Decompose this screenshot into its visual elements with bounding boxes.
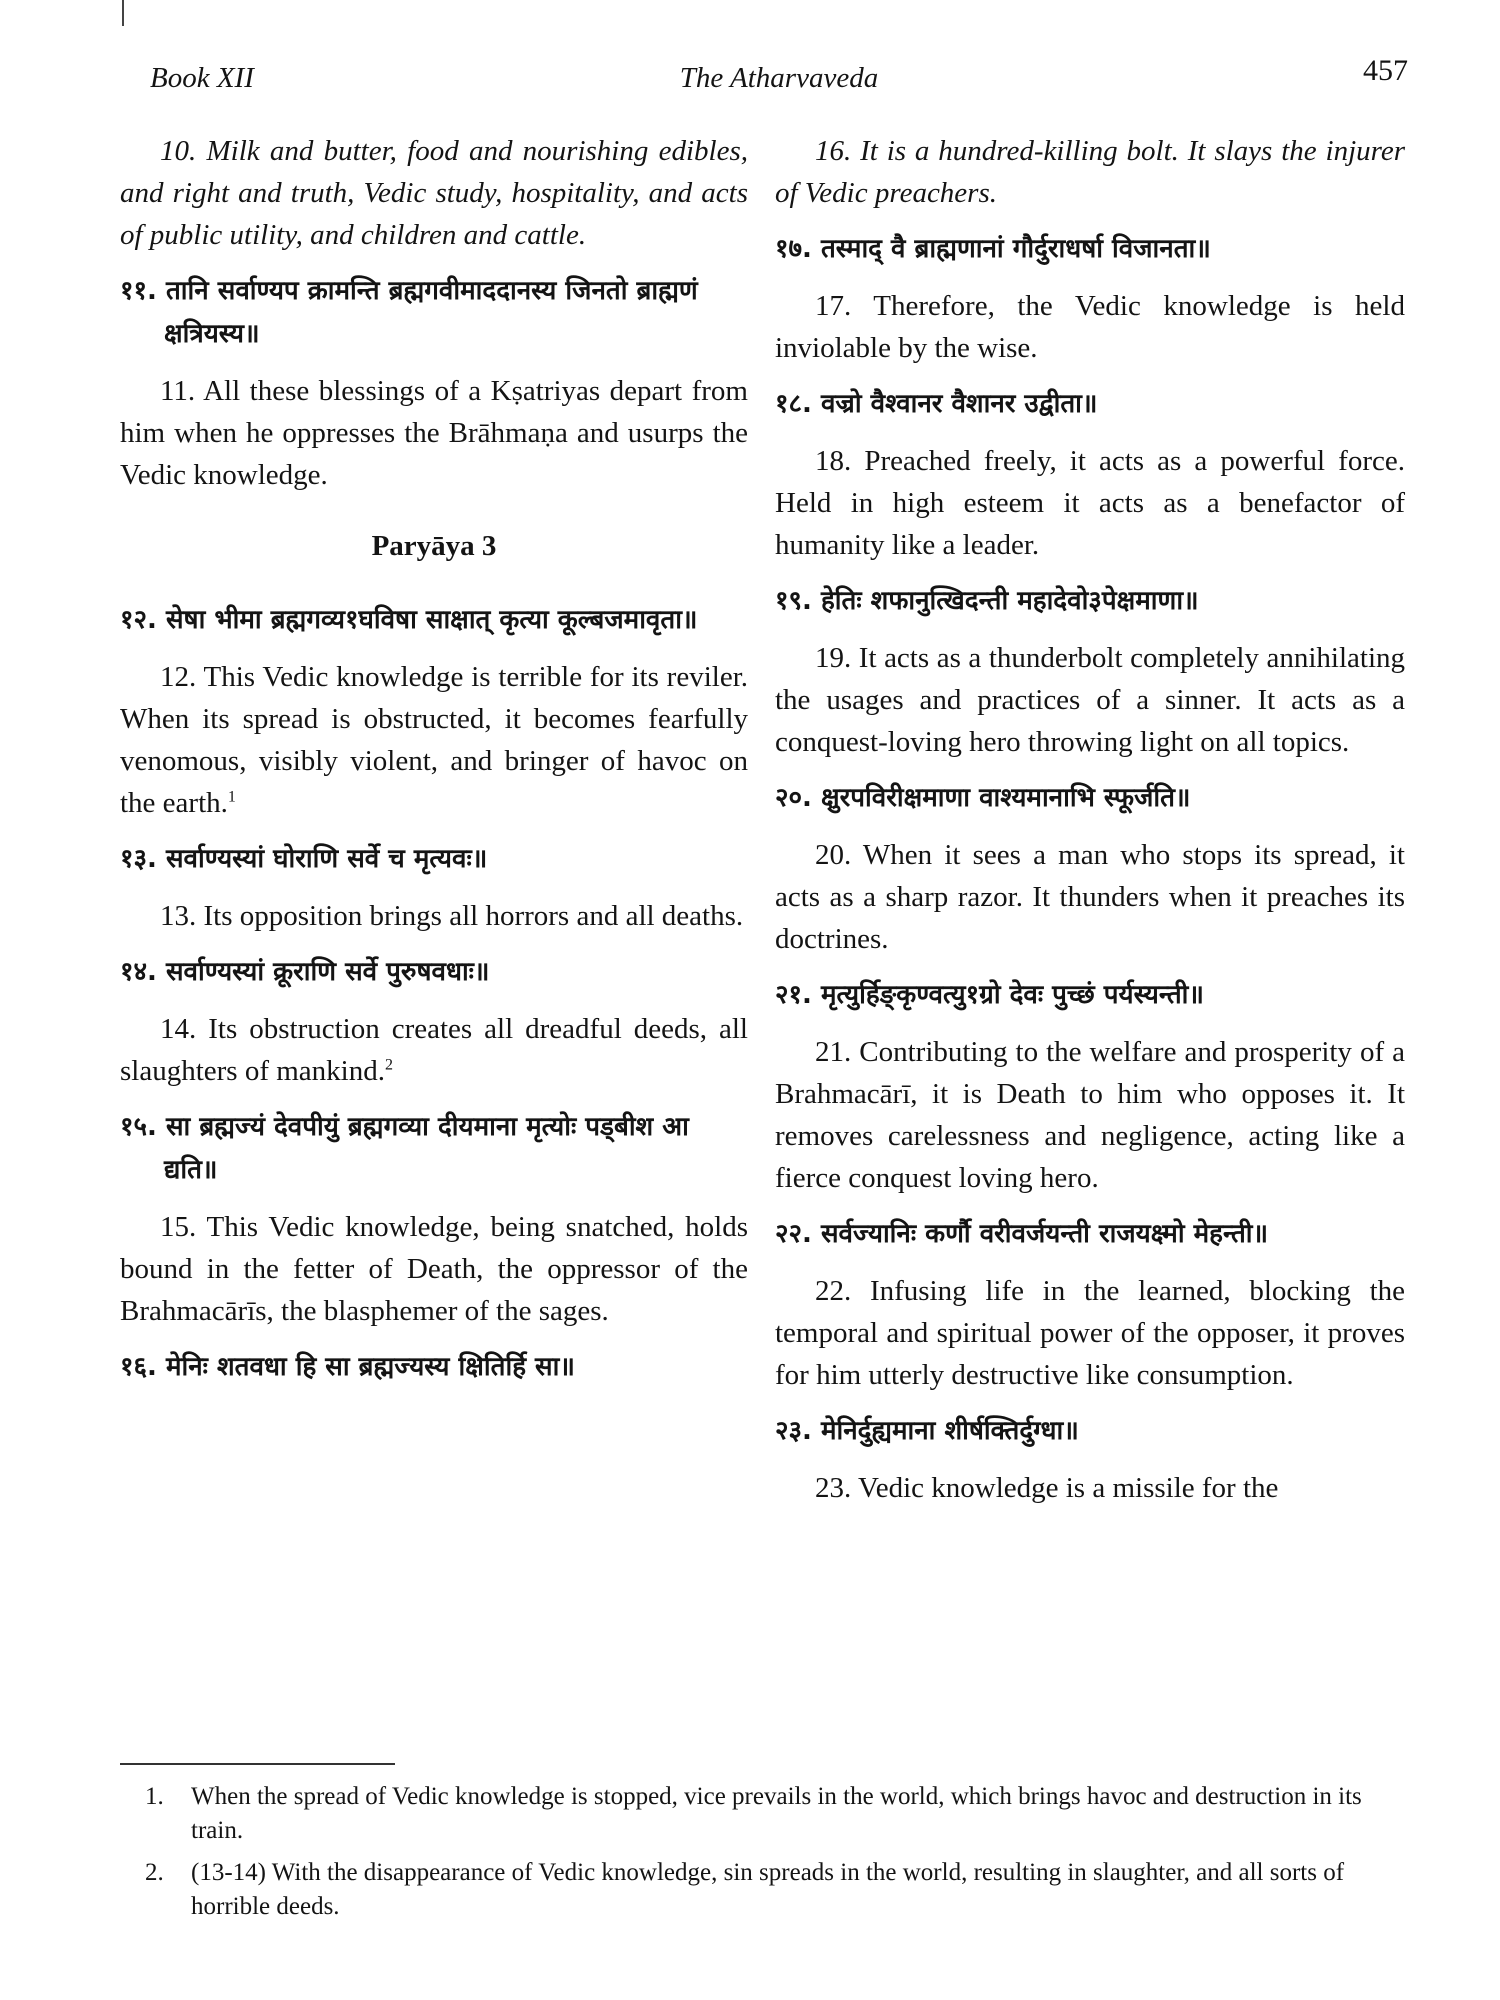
translation-12 (120, 656, 748, 824)
header-book: Book XII (150, 62, 254, 94)
verse-15: १५. सा ब्रह्मज्यं देवपीयुं ब्रह्मगव्या दीयमाना मृत्योः पड्बीश आ द्यति॥ (120, 1112, 689, 1185)
verse-11: ११. तानि सर्वाण्यप क्रामन्ति ब्रह्मगवीमाददानस्य जिनतो ब्राह्मणं क्षत्रियस्य॥ (120, 276, 698, 349)
translation-18: 18. Preached freely, it acts as a powerful force. Held in high esteem it acts as a benefactor of humanity like a leader. (775, 445, 1405, 561)
translation-11: 11. All these blessings of a Kṣatriyas depart from him when he oppresses the Brāhmaṇa and usurps the Vedic knowledge. (120, 375, 748, 491)
translation-21: 21. Contributing to the welfare and prosperity of a Brahmacārī, it is Death to him who opposes it. It removes carelessness and negligence, acting like a fierce conquest loving hero. (775, 1036, 1405, 1194)
verse-17: १७. तस्माद् वै ब्राह्मणानां गौर्दुराधर्षा विजानता॥ (775, 234, 1211, 264)
verse-16: १६. मेनिः शतवधा हि सा ब्रह्मज्यस्य क्षितिर्हि सा॥ (120, 1352, 575, 1382)
verse-13: १३. सर्वाण्यस्यां घोराणि सर्वे च मृत्यवः॥ (120, 844, 488, 874)
verse-12: १२. सेषा भीमा ब्रह्मगव्य१घविषा साक्षात् कृत्या कूल्बजमावृता॥ (120, 605, 698, 635)
footnote-text: When the spread of Vedic knowledge is stopped, vice prevails in the world, which brings havoc and destruction in its train. (191, 1783, 1362, 1844)
page-number: 457 (1363, 54, 1408, 87)
footnote-number: 2. (145, 1859, 164, 1886)
translation-22: 22. Infusing life in the learned, blocking the temporal and spiritual power of the opposer, it proves for him utterly destructive like consumption. (775, 1275, 1405, 1391)
margin-mark (122, 0, 124, 26)
footnote-item (145, 1856, 1385, 1924)
footnote-item (145, 1780, 1385, 1848)
translation-15: 15. This Vedic knowledge, being snatched, holds bound in the fetter of Death, the oppressor of the Brahmacārīs, the blasphemer of the sages. (120, 1211, 748, 1327)
verse-20: २०. क्षुरपविरीक्षमाणा वाश्यमानाभि स्फूर्जति॥ (775, 783, 1191, 813)
translation-13: 13. Its opposition brings all horrors and all deaths. (160, 900, 744, 932)
translation-20: 20. When it sees a man who stops its spread, it acts as a sharp razor. It thunders when it preaches its doctrines. (775, 839, 1405, 955)
verse-21: २१. मृत्युर्हिङ्कृण्वत्यु१ग्रो देवः पुच्छं पर्यस्यन्ती॥ (775, 980, 1204, 1010)
footnotes (145, 1780, 1385, 1932)
verse-14: १४. सर्वाण्यस्यां क्रूराणि सर्वे पुरुषवधाः॥ (120, 957, 490, 987)
translation-10: 10. Milk and butter, food and nourishing edibles, and right and truth, Vedic study, hospitality, and acts of public utility, and children and cattle. (120, 135, 748, 251)
section-heading: Paryāya 3 (371, 530, 497, 562)
translation-19: 19. It acts as a thunderbolt completely annihilating the usages and practices of a sinner. It acts as a conquest-loving hero throwing light on all topics. (775, 642, 1405, 758)
translation-12-text: 12. This Vedic knowledge is terrible for its reviler. When its spread is obstructed, it becomes fearfully venomous, visibly violent, and bringer of havoc on the earth. (120, 661, 748, 819)
right-column (775, 130, 1405, 1523)
verse-18: १८. वज्रो वैश्वानर वैशानर उद्वीता॥ (775, 389, 1098, 419)
footnote-ref-2: 2 (384, 1056, 393, 1074)
translation-16: 16. It is a hundred-killing bolt. It slays the injurer of Vedic preachers. (775, 135, 1405, 209)
footnote-number: 1. (145, 1783, 164, 1810)
header-title: The Atharvaveda (679, 62, 879, 94)
footnote-text: (13-14) With the disappearance of Vedic knowledge, sin spreads in the world, resulting in slaughter, and all sorts of horrible deeds. (191, 1859, 1345, 1920)
verse-19: १९. हेतिः शफानुत्खिदन्ती महादेवो३पेक्षमाणा॥ (775, 586, 1199, 616)
left-column (120, 130, 748, 1403)
translation-17: 17. Therefore, the Vedic knowledge is held inviolable by the wise. (775, 290, 1405, 364)
verse-22: २२. सर्वज्यानिः कर्णौ वरीवर्जयन्ती राजयक्ष्मो मेहन्ती॥ (775, 1219, 1269, 1249)
footnote-ref-1: 1 (227, 788, 236, 806)
translation-23: 23. Vedic knowledge is a missile for the (815, 1472, 1279, 1504)
running-header (150, 54, 1408, 102)
translation-14 (120, 1008, 748, 1092)
translation-14-text: 14. Its obstruction creates all dreadful deeds, all slaughters of mankind. (120, 1013, 748, 1087)
footnote-divider (120, 1763, 395, 1765)
verse-23: २३. मेनिर्दुह्यमाना शीर्षक्तिर्दुग्धा॥ (775, 1416, 1079, 1446)
